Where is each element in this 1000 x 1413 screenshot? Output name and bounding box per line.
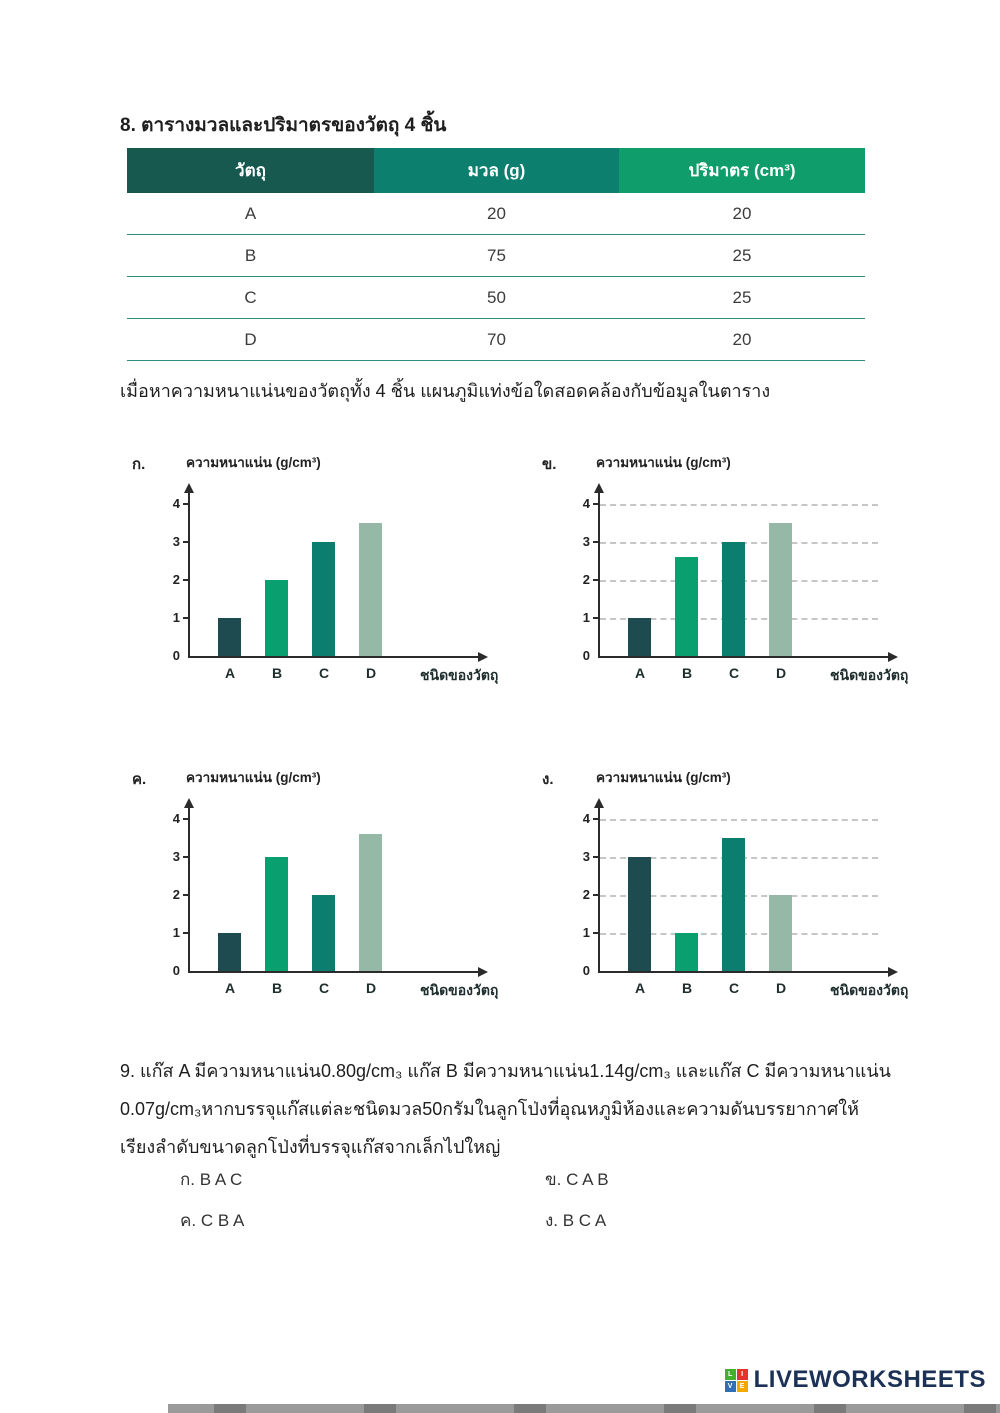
table-cell: 20 <box>732 329 752 349</box>
y-tick-label: 1 <box>172 925 180 940</box>
bar-c <box>312 542 335 656</box>
y-tick-mark <box>593 503 598 505</box>
y-tick-label: 2 <box>582 887 590 902</box>
x-axis <box>598 656 888 658</box>
y-tick-label: 0 <box>582 648 590 663</box>
y-tick-label: 2 <box>172 887 180 902</box>
table-cell: D <box>244 329 257 349</box>
table-cell: 70 <box>487 329 506 349</box>
x-tick-label: D <box>365 665 377 681</box>
x-tick-label: C <box>728 980 740 996</box>
y-tick-mark <box>183 932 188 934</box>
chart-plot-area <box>172 803 518 1013</box>
x-tick-label: B <box>271 980 283 996</box>
x-tick-label: B <box>681 980 693 996</box>
y-tick-label: 0 <box>582 963 590 978</box>
y-tick-mark <box>593 932 598 934</box>
x-axis-title: ชนิดของวัตถุ <box>830 667 909 683</box>
chart-option-label[interactable]: ก. <box>132 456 146 473</box>
bar-c <box>722 542 745 656</box>
y-tick-label: 1 <box>582 610 590 625</box>
y-axis-title: ความหนาแน่น (g/cm³) <box>596 455 731 470</box>
brand-name: LIVEWORKSHEETS <box>753 1366 986 1393</box>
y-tick-label: 2 <box>582 572 590 587</box>
y-axis-arrow-icon <box>184 483 194 493</box>
question-8-prompt: เมื่อหาความหนาแน่นของวัตถุทั้ง 4 ชิ้น แผนภูมิแท่งข้อใดสอดคล้องกับข้อมูลในตาราง <box>120 381 771 401</box>
liveworksheets-branding[interactable] <box>725 1366 986 1394</box>
y-tick-label: 3 <box>172 534 180 549</box>
x-tick-label: A <box>634 665 646 681</box>
y-tick-label: 4 <box>172 811 180 826</box>
x-axis-arrow-icon <box>888 652 898 662</box>
y-tick-mark <box>183 856 188 858</box>
bar-b <box>265 580 288 656</box>
y-tick-label: 3 <box>582 849 590 864</box>
chart-option-label[interactable]: ค. <box>132 771 147 788</box>
bar-a <box>628 857 651 971</box>
bar-a <box>218 618 241 656</box>
bar-d <box>769 895 792 971</box>
table-header-mass: มวล (g) <box>374 148 619 193</box>
x-axis <box>188 971 478 973</box>
y-tick-label: 3 <box>172 849 180 864</box>
x-tick-label: C <box>728 665 740 681</box>
y-tick-mark <box>183 894 188 896</box>
x-axis-title: ชนิดของวัตถุ <box>420 982 499 998</box>
bar-d <box>359 523 382 656</box>
y-tick-label: 0 <box>172 963 180 978</box>
x-axis-arrow-icon <box>478 652 488 662</box>
x-tick-label: C <box>318 980 330 996</box>
bar-c <box>722 838 745 971</box>
y-tick-mark <box>593 856 598 858</box>
chart-option-label[interactable]: ข. <box>542 456 557 473</box>
y-tick-mark <box>593 617 598 619</box>
bar-a <box>628 618 651 656</box>
bar-b <box>675 933 698 971</box>
table-header-object: วัตถุ <box>127 148 374 193</box>
y-tick-mark <box>183 818 188 820</box>
option-ko[interactable]: ก. B A C <box>180 1170 243 1189</box>
y-axis-title: ความหนาแน่น (g/cm³) <box>186 770 321 785</box>
y-axis <box>598 807 600 973</box>
y-axis-arrow-icon <box>594 483 604 493</box>
x-tick-label: D <box>365 980 377 996</box>
answer-charts-grid <box>118 440 938 1025</box>
question-9-line1: 9. แก๊ส A มีความหนาแน่น0.80g/cm₃ แก๊ส B มีความหนาแน่น1.14g/cm₃ และแก๊ส C มีความหนาแน่น <box>120 1061 891 1081</box>
gridline <box>600 819 878 821</box>
y-tick-label: 4 <box>582 496 590 511</box>
y-axis <box>188 807 190 973</box>
table-cell: B <box>244 245 257 265</box>
question-9-line3: เรียงลำดับขนาดลูกโป่งที่บรรจุแก๊สจากเล็กไปใหญ่ <box>120 1137 501 1157</box>
table-row <box>127 277 865 319</box>
question-9-options <box>180 1166 609 1234</box>
logo-square-l: L <box>725 1369 736 1380</box>
bar-b <box>265 857 288 971</box>
table-row <box>127 319 865 361</box>
answer-chart-ko <box>118 440 528 710</box>
y-axis-title: ความหนาแน่น (g/cm³) <box>186 455 321 470</box>
x-axis <box>188 656 478 658</box>
table-cell: 50 <box>487 287 506 307</box>
y-tick-label: 2 <box>172 572 180 587</box>
x-tick-label: A <box>634 980 646 996</box>
table-cell: 75 <box>487 245 506 265</box>
mass-volume-table <box>127 148 865 361</box>
bar-c <box>312 895 335 971</box>
chart-plot-area <box>172 488 518 698</box>
table-header-volume: ปริมาตร (cm³) <box>619 148 865 193</box>
x-axis-arrow-icon <box>888 967 898 977</box>
table-header-row <box>127 148 865 193</box>
answer-chart-ngo <box>528 755 938 1025</box>
table-row <box>127 193 865 235</box>
option-ngo[interactable]: ง. B C A <box>545 1211 607 1230</box>
x-tick-label: C <box>318 665 330 681</box>
bar-b <box>675 557 698 656</box>
y-tick-mark <box>183 503 188 505</box>
y-tick-mark <box>183 541 188 543</box>
question-8-heading: 8. ตารางมวลและปริมาตรของวัตถุ 4 ชิ้น <box>120 115 447 136</box>
bar-a <box>218 933 241 971</box>
y-tick-mark <box>593 818 598 820</box>
y-tick-label: 4 <box>582 811 590 826</box>
question-9-text <box>120 1052 910 1166</box>
table-cell: 25 <box>732 245 752 265</box>
x-tick-label: B <box>681 665 693 681</box>
y-tick-mark <box>593 579 598 581</box>
table-cell: 20 <box>487 203 506 223</box>
y-tick-mark <box>183 617 188 619</box>
chart-option-label[interactable]: ง. <box>542 771 554 788</box>
chart-plot-area <box>582 803 928 1013</box>
y-tick-mark <box>593 541 598 543</box>
next-page-edge <box>168 1404 1000 1413</box>
y-axis-arrow-icon <box>184 798 194 808</box>
table-cell: C <box>244 287 257 307</box>
x-tick-label: D <box>775 980 787 996</box>
y-axis <box>598 492 600 658</box>
y-tick-mark <box>183 579 188 581</box>
option-kho[interactable]: ข. C A B <box>545 1170 609 1189</box>
y-tick-label: 3 <box>582 534 590 549</box>
y-axis-title: ความหนาแน่น (g/cm³) <box>596 770 731 785</box>
y-tick-label: 0 <box>172 648 180 663</box>
logo-square-i: I <box>737 1369 748 1380</box>
x-tick-label: A <box>224 665 236 681</box>
x-axis <box>598 971 888 973</box>
liveworksheets-logo-icon <box>725 1369 748 1392</box>
gridline <box>600 504 878 506</box>
x-axis-title: ชนิดของวัตถุ <box>830 982 909 998</box>
answer-chart-kho-khwai <box>118 755 528 1025</box>
y-axis <box>188 492 190 658</box>
y-tick-mark <box>593 894 598 896</box>
logo-square-e: E <box>737 1381 748 1392</box>
x-axis-arrow-icon <box>478 967 488 977</box>
question-9-line2: 0.07g/cm₃หากบรรจุแก๊สแต่ละชนิดมวล50กรัมในลูกโป่งที่อุณหภูมิห้องและความดันบรรยากาศให้ <box>120 1099 859 1119</box>
y-tick-label: 1 <box>172 610 180 625</box>
x-tick-label: D <box>775 665 787 681</box>
x-tick-label: A <box>224 980 236 996</box>
y-tick-label: 1 <box>582 925 590 940</box>
y-axis-arrow-icon <box>594 798 604 808</box>
chart-plot-area <box>582 488 928 698</box>
option-kho-khwai[interactable]: ค. C B A <box>180 1211 245 1230</box>
table-row <box>127 235 865 277</box>
answer-chart-kho <box>528 440 938 710</box>
table-cell: 20 <box>732 203 752 223</box>
bar-d <box>769 523 792 656</box>
y-tick-label: 4 <box>172 496 180 511</box>
bar-d <box>359 834 382 971</box>
x-tick-label: B <box>271 665 283 681</box>
table-cell: A <box>244 203 257 223</box>
logo-square-v: V <box>725 1381 736 1392</box>
table-cell: 25 <box>732 287 752 307</box>
x-axis-title: ชนิดของวัตถุ <box>420 667 499 683</box>
